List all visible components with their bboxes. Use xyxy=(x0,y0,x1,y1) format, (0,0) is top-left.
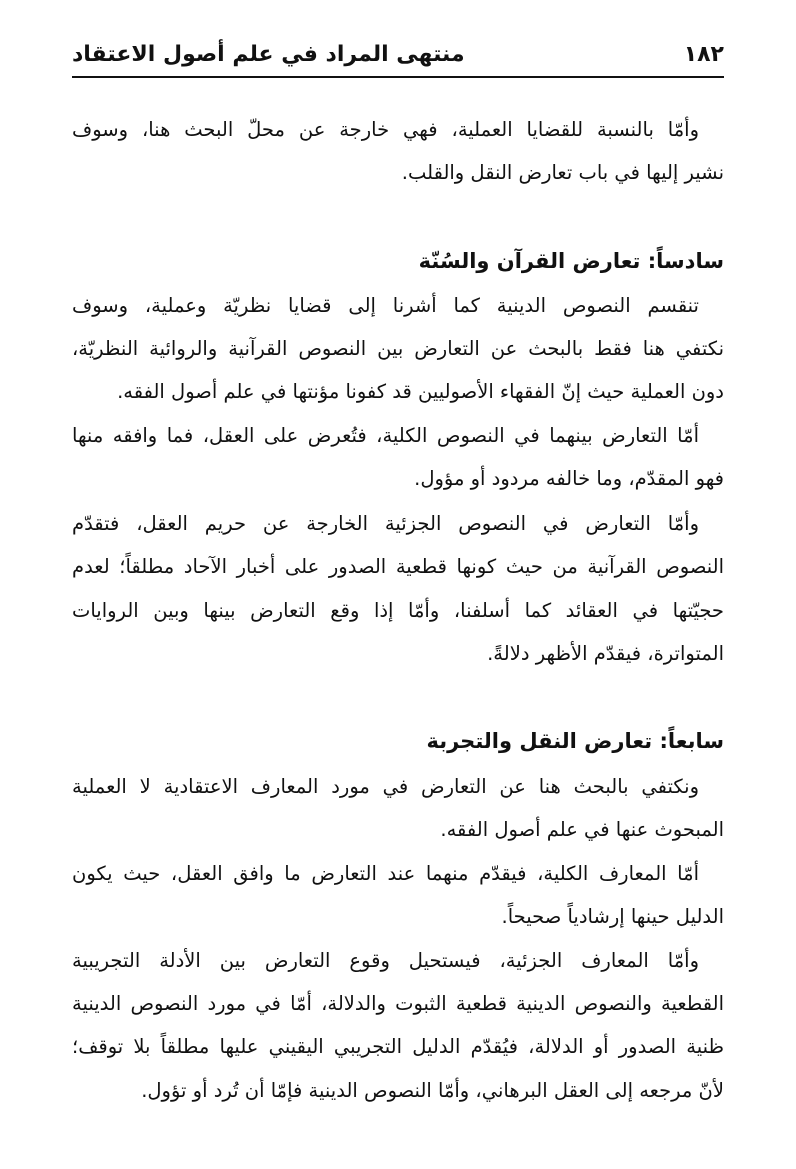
section-heading-6: سادساً: تعارض القرآن والسُنّة xyxy=(418,249,724,273)
paragraph-line: وأمّا بالنسبة للقضايا العملية، فهي خارجة عن محلّ البحث هنا، وسوف xyxy=(72,118,699,141)
book-title: منتهى المراد في علم أصول الاعتقاد xyxy=(72,41,465,67)
paragraph-line: ظنية الصدور أو الدلالة، فيُقدّم الدليل التجريبي اليقيني عليها مطلقاً بلا توقف؛ xyxy=(72,1035,724,1058)
running-header xyxy=(72,34,724,74)
paragraph-line: تنقسم النصوص الدينية كما أشرنا إلى قضايا نظريّة وعملية، وسوف xyxy=(72,294,699,317)
paragraph-line: المتواترة، فيقدّم الأظهر دلالةً. xyxy=(487,642,724,665)
paragraph-line: نشير إليها في باب تعارض النقل والقلب. xyxy=(401,161,724,184)
header-rule xyxy=(72,76,724,78)
paragraph-line: المبحوث عنها في علم أصول الفقه. xyxy=(440,818,724,841)
paragraph-line: لأنّ مرجعه إلى العقل البرهاني، وأمّا النصوص الدينية فإمّا أن تُرد أو تؤول. xyxy=(141,1079,724,1102)
paragraph-line: دون العملية حيث إنّ الفقهاء الأصوليين قد كفونا مؤنتها في علم أصول الفقه. xyxy=(117,380,724,403)
paragraph-line: فهو المقدّم، وما خالفه مردود أو مؤول. xyxy=(414,467,724,490)
paragraph-line: ونكتفي بالبحث هنا عن التعارض في مورد المعارف الاعتقادية لا العملية xyxy=(72,775,699,798)
paragraph-line: وأمّا التعارض في النصوص الجزئية الخارجة عن حريم العقل، فتقدّم xyxy=(72,512,699,535)
page-number: ١٨٢ xyxy=(683,41,724,67)
paragraph-line: النصوص القرآنية من حيث كونها قطعية الصدور على أخبار الآحاد مطلقاً؛ لعدم xyxy=(72,555,724,578)
paragraph-line: أمّا التعارض بينهما في النصوص الكلية، فتُعرض على العقل، فما وافقه منها xyxy=(72,424,699,447)
paragraph-line: حجيّتها في العقائد كما أسلفنا، وأمّا إذا وقع التعارض بينها وبين الروايات xyxy=(72,599,724,622)
section-heading-7: سابعاً: تعارض النقل والتجربة xyxy=(426,729,724,753)
paragraph-line: القطعية والنصوص الدينية قطعية الثبوت والدلالة، أمّا في مورد النصوص الدينية xyxy=(72,992,724,1015)
paragraph-line: الدليل حينها إرشادياً صحيحاً. xyxy=(501,905,724,928)
paragraph-line: نكتفي هنا فقط بالبحث عن التعارض بين النصوص القرآنية والروائية النظريّة، xyxy=(72,337,724,360)
paragraph-line: أمّا المعارف الكلية، فيقدّم منهما عند التعارض ما وافق العقل، حيث يكون xyxy=(72,862,699,885)
paragraph-line: وأمّا المعارف الجزئية، فيستحيل وقوع التعارض بين الأدلة التجريبية xyxy=(72,949,699,972)
